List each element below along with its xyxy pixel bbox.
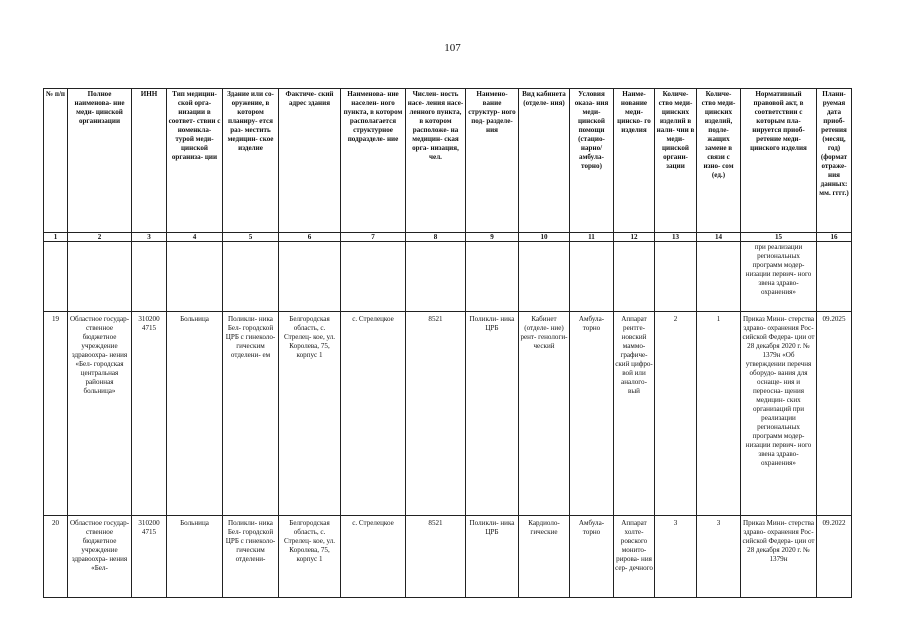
header-cell: Нормативный правовой акт, в соответствии с которым пла- нируется приоб- ретение меди- цинского изделия [741, 89, 817, 233]
qty-available-cell: 3 [655, 516, 697, 598]
planned-date-cell: 09.2025 [817, 312, 852, 516]
column-number: 5 [223, 233, 279, 242]
header-cell: Количе- ство меди- цинских изделий в нали- чии в меди- цинской органи- зации [655, 89, 697, 233]
settlement-cell: с. Стрелецкое [341, 312, 406, 516]
planned-date-cell: 09.2022 [817, 516, 852, 598]
column-number: 3 [132, 233, 167, 242]
header-cell: Вид кабинета (отделе- ния) [519, 89, 570, 233]
column-number: 15 [741, 233, 817, 242]
column-number: 16 [817, 233, 852, 242]
building-cell: Поликли- ника Бел- городской ЦРБ с гинеколо- гическим отделени- ем [223, 312, 279, 516]
table-cell [132, 242, 167, 312]
page-number: 107 [444, 42, 461, 54]
qty-replace-cell: 3 [697, 516, 741, 598]
table-row [44, 516, 852, 598]
header-cell: Наиме- нование меди- цинско- го изделия [614, 89, 655, 233]
column-number: 10 [519, 233, 570, 242]
column-number: 11 [570, 233, 614, 242]
row-number: 19 [44, 312, 68, 516]
header-row [44, 89, 852, 233]
cabinet-type-cell: Кабинет (отделе- ние) рент- генологи- ческий [519, 312, 570, 516]
table-cell [68, 242, 132, 312]
table-cell [614, 242, 655, 312]
column-number: 14 [697, 233, 741, 242]
header-cell: Числен- ность насе- ления насе- ленного пункта, в котором расположе- на медицин- ская орга- низация, чел. [406, 89, 466, 233]
population-cell: 8521 [406, 312, 466, 516]
table-cell [44, 242, 68, 312]
header-cell: Наимено- вание структур- ного под- разделе- ния [466, 89, 519, 233]
settlement-cell: с. Стрелецкое [341, 516, 406, 598]
column-number: 13 [655, 233, 697, 242]
conditions-cell: Амбула- торно [570, 516, 614, 598]
table-cell [167, 242, 223, 312]
legal-act-cell: Приказ Мини- стерства здраво- охранения Рос- сийской Федера- ции от 28 декабря 2020 г. № 1379н «Об утверждении перечня оборудо- вания для оснаще- ния и переосна- щения медицин- ских организаций при реализации региональных программ модер- низации первич- ного звена здраво- охранения» [741, 312, 817, 516]
table-cell [406, 242, 466, 312]
table-cell [519, 242, 570, 312]
org-name-cell: Областное государ- ственное бюджетное учреждение здравоохра- нения «Бел- [68, 516, 132, 598]
header-cell: № п/п [44, 89, 68, 233]
table-cell [466, 242, 519, 312]
table-cell [341, 242, 406, 312]
column-number: 1 [44, 233, 68, 242]
header-cell: Условия оказа- ния меди- цинской помощи (стацио- нарно/ амбула- торно) [570, 89, 614, 233]
inn-cell: 310200 4715 [132, 312, 167, 516]
column-number-row [44, 233, 852, 242]
org-type-cell: Больница [167, 312, 223, 516]
org-type-cell: Больница [167, 516, 223, 598]
column-number: 12 [614, 233, 655, 242]
org-name-cell: Областное государ- ственное бюджетное учреждение здравоохра- нения «Бел- городская центральная районная больница» [68, 312, 132, 516]
header-cell: Количе- ство меди- цинских изделий, подле- жащих замене в связи с изно- сом (ед.) [697, 89, 741, 233]
address-cell: Белгородская область, с. Стрелец- кое, ул. Королева, 75, корпус 1 [279, 312, 341, 516]
inn-cell: 310200 4715 [132, 516, 167, 598]
legal-act-cell: Приказ Мини- стерства здраво- охранения Рос- сийской Федера- ции от 28 декабря 2020 г. № 1379н [741, 516, 817, 598]
column-number: 8 [406, 233, 466, 242]
cabinet-type-cell: Кардиоло- гические [519, 516, 570, 598]
column-number: 2 [68, 233, 132, 242]
header-cell: Тип медицин- ской орга- низации в соответ- ствии с номенкла- турой меди- цинской организа- ции [167, 89, 223, 233]
table-row [44, 312, 852, 516]
medical-equipment-table [43, 88, 852, 598]
header-cell: Наименова- ние населен- ного пункта, в котором располагается структурное подразделе- ние [341, 89, 406, 233]
table-cell [655, 242, 697, 312]
header-cell: ИНН [132, 89, 167, 233]
column-number: 4 [167, 233, 223, 242]
subdivision-cell: Поликли- ника ЦРБ [466, 312, 519, 516]
header-cell: Фактиче- ский адрес здания [279, 89, 341, 233]
table-cell [570, 242, 614, 312]
subdivision-cell: Поликли- ника ЦРБ [466, 516, 519, 598]
qty-replace-cell: 1 [697, 312, 741, 516]
device-cell: Аппарат рентге- новский маммо- графиче- ский цифро- вой или аналого- вый [614, 312, 655, 516]
table-cell [223, 242, 279, 312]
column-number: 6 [279, 233, 341, 242]
building-cell: Поликли- ника Бел- городской ЦРБ с гинеколо- гическим отделени- [223, 516, 279, 598]
table-cell [697, 242, 741, 312]
address-cell: Белгородская область, с. Стрелец- кое, ул. Королева, 75, корпус 1 [279, 516, 341, 598]
table-cell [817, 242, 852, 312]
column-number: 9 [466, 233, 519, 242]
header-cell: Плани- руемая дата приоб- ретения (месяц, год) (формат отраже- ния данных: мм. гггг.) [817, 89, 852, 233]
header-cell: Полное наименова- ние меди- цинской организации [68, 89, 132, 233]
continuation-row [44, 242, 852, 312]
conditions-cell: Амбула- торно [570, 312, 614, 516]
table-cell [279, 242, 341, 312]
device-cell: Аппарат холте- ровского монито- рирова- ния сер- дечного [614, 516, 655, 598]
legal-act-continuation: при реализации региональных программ модер- низации первич- ного звена здраво- охранения» [741, 242, 817, 312]
qty-available-cell: 2 [655, 312, 697, 516]
row-number: 20 [44, 516, 68, 598]
population-cell: 8521 [406, 516, 466, 598]
header-cell: Здание или со- оружение, в котором планиру- ется раз- местить медицин- ское изделие [223, 89, 279, 233]
column-number: 7 [341, 233, 406, 242]
